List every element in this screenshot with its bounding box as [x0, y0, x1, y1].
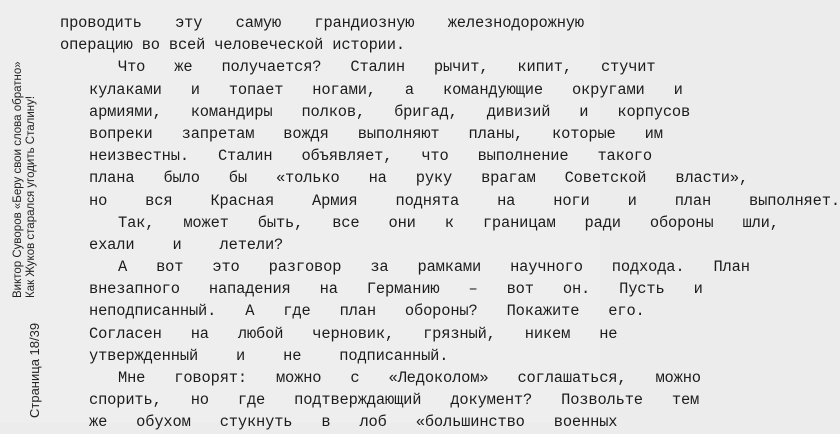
- text-line-content: [60, 300, 645, 322]
- text-line: [60, 300, 645, 322]
- word: самую: [235, 14, 282, 32]
- word: любой: [237, 324, 284, 343]
- word: объявляет,: [301, 147, 393, 166]
- word: Согласен: [89, 324, 162, 343]
- word: армиями,: [89, 102, 162, 121]
- word: границам: [482, 213, 556, 232]
- book-title: Виктор Суворов «Беру свои слова обратно»: [12, 61, 24, 298]
- word: они: [388, 213, 416, 232]
- word: истории.: [332, 36, 405, 55]
- word: А: [245, 302, 255, 321]
- word: и: [190, 80, 200, 99]
- word: черновик,: [312, 324, 395, 343]
- word: всей: [168, 36, 206, 55]
- word: обороны?: [404, 302, 478, 321]
- word: плана: [89, 169, 135, 188]
- word: и: [627, 191, 637, 210]
- word: неподписанный.: [89, 302, 217, 321]
- word: где: [283, 302, 311, 321]
- word: спорить,: [89, 391, 162, 410]
- paragraph: [60, 367, 701, 434]
- word: им: [644, 124, 663, 143]
- word: можно: [275, 369, 322, 387]
- word: Что: [118, 58, 146, 77]
- text-line: [60, 212, 779, 234]
- word: но: [190, 391, 209, 410]
- word: план: [674, 191, 712, 210]
- word: власти»,: [675, 169, 749, 188]
- word: Пусть: [619, 280, 665, 299]
- word: было: [163, 169, 200, 188]
- text-line-content: [60, 56, 656, 78]
- word: во: [141, 36, 160, 55]
- word: же: [89, 413, 108, 432]
- word: на: [368, 169, 387, 188]
- word: грязный,: [423, 324, 496, 343]
- word: выполняют: [357, 124, 440, 143]
- word: командиры: [190, 102, 273, 121]
- word: Сталин: [350, 58, 405, 77]
- word: Покажите: [506, 302, 580, 321]
- word: ноги: [553, 191, 590, 210]
- word: на: [497, 191, 516, 210]
- word: топает: [228, 80, 284, 99]
- book-info: [12, 61, 38, 298]
- word: рамками: [417, 258, 482, 277]
- word: Так,: [118, 213, 155, 232]
- text-line: [60, 367, 701, 389]
- word: все: [332, 213, 360, 232]
- word: военных: [553, 413, 618, 432]
- text-line: [60, 56, 656, 78]
- word: лоб: [359, 413, 387, 432]
- word: и: [673, 80, 683, 99]
- word: план: [339, 302, 376, 321]
- word: нападения: [208, 280, 291, 299]
- paragraph: [60, 12, 584, 56]
- word: с: [350, 369, 360, 387]
- word: врагам: [481, 169, 536, 188]
- word: на: [190, 324, 209, 343]
- word: говорят:: [174, 369, 247, 387]
- text-line-content: [60, 79, 683, 101]
- word: не: [599, 324, 618, 343]
- word: кипит,: [517, 58, 572, 77]
- word: Красная: [210, 191, 275, 210]
- text-line: [60, 190, 840, 212]
- page-margin: [0, 0, 56, 423]
- word: запретам: [181, 124, 255, 143]
- word: можно: [655, 369, 701, 387]
- word: подтверждающий: [294, 391, 422, 410]
- word: внезапного: [89, 280, 180, 299]
- word: научного: [510, 258, 583, 277]
- word: Сталин: [217, 147, 273, 166]
- word: Мне: [118, 369, 146, 387]
- word: рычит,: [433, 58, 489, 77]
- word: планы,: [468, 124, 524, 143]
- word: руку: [415, 169, 453, 188]
- word: и: [579, 102, 589, 121]
- word: разговор: [268, 258, 342, 277]
- word: это: [212, 258, 240, 277]
- text-line-content: [60, 234, 584, 256]
- text-line: [60, 34, 584, 56]
- word: подписанный.: [339, 346, 449, 365]
- word: Армия: [312, 191, 358, 210]
- word: эту: [175, 14, 203, 32]
- word: такого: [597, 147, 652, 166]
- word: вопреки: [89, 124, 153, 143]
- word: вождя: [283, 124, 329, 143]
- word: шли,: [742, 213, 779, 232]
- word: тем: [671, 391, 700, 410]
- page-number: Страница 18/39: [27, 322, 42, 418]
- text-line: [60, 389, 700, 411]
- page-body-text: [60, 12, 840, 434]
- text-line: [60, 411, 618, 433]
- text-line-content: [60, 367, 701, 389]
- word: стучит: [600, 58, 656, 77]
- text-line: [60, 101, 691, 123]
- text-line-content: [60, 278, 703, 300]
- word: никем: [524, 324, 571, 343]
- word: ради: [584, 213, 621, 232]
- word: вот: [156, 258, 184, 277]
- word: неизвестны.: [89, 147, 189, 166]
- word: за: [370, 258, 389, 277]
- text-line-content: [60, 389, 700, 411]
- paragraph: [60, 56, 840, 211]
- text-line-content: [60, 411, 618, 433]
- word: летели?: [219, 235, 284, 254]
- word: в: [321, 413, 331, 432]
- word: ехали: [89, 235, 135, 254]
- word: его.: [608, 302, 645, 321]
- word: вся: [145, 191, 173, 210]
- word: Германию: [366, 280, 440, 299]
- text-line-content: [60, 345, 584, 367]
- text-line: [60, 145, 652, 167]
- word: операцию: [60, 36, 133, 55]
- word: но: [89, 191, 108, 210]
- word: выполняет.: [749, 191, 840, 210]
- text-line-content: [60, 256, 750, 278]
- word: Позвольте: [561, 391, 643, 410]
- word: и: [236, 346, 246, 365]
- word: железнодорожную: [447, 14, 584, 32]
- word: подхода.: [611, 258, 685, 277]
- word: выполнение: [477, 147, 569, 166]
- word: кулаками: [89, 80, 162, 99]
- word: вот: [506, 280, 534, 299]
- word: же: [174, 58, 193, 77]
- word: дивизий: [486, 102, 551, 121]
- word: обухом: [136, 413, 191, 432]
- word: Советской: [564, 169, 647, 188]
- text-line: [60, 278, 703, 300]
- word: поднята: [395, 191, 460, 210]
- word: и: [693, 280, 703, 299]
- word: –: [468, 280, 478, 299]
- word: что: [421, 147, 449, 166]
- word: не: [283, 346, 302, 365]
- text-line-content: [60, 145, 652, 167]
- text-line-content: [60, 167, 749, 189]
- word: где: [237, 391, 266, 410]
- word: «Ледоколом»: [388, 369, 489, 387]
- text-line: [60, 256, 750, 278]
- text-line-content: [60, 101, 691, 123]
- word: получается?: [221, 58, 322, 77]
- text-line: [60, 323, 618, 345]
- text-line-content: [60, 34, 584, 56]
- word: проводить: [60, 14, 142, 32]
- text-line-content: [60, 190, 840, 212]
- word: корпусов: [617, 102, 691, 121]
- word: документ?: [450, 391, 533, 410]
- word: ногами,: [312, 80, 376, 99]
- word: быть,: [257, 213, 304, 232]
- word: а: [404, 80, 414, 99]
- text-line: [60, 79, 683, 101]
- word: округами: [571, 80, 645, 99]
- text-line: [60, 345, 584, 367]
- word: полков,: [301, 102, 366, 121]
- word: бригад,: [394, 102, 458, 121]
- word: стукнуть: [219, 413, 293, 432]
- chapter-title: Как Жуков старался угодить Сталину!: [25, 95, 37, 298]
- word: грандиозную: [314, 14, 415, 32]
- word: «только: [275, 169, 340, 188]
- word: обороны: [649, 213, 714, 232]
- word: командующие: [443, 80, 543, 99]
- paragraph: [60, 212, 779, 256]
- word: может: [183, 213, 229, 232]
- word: А: [118, 258, 128, 277]
- text-line: [60, 167, 749, 189]
- word: «большинство: [415, 413, 525, 432]
- text-line-content: [60, 323, 618, 345]
- text-line: [60, 123, 663, 145]
- text-line-content: [60, 12, 584, 34]
- word: соглашаться,: [517, 369, 627, 387]
- text-line: [60, 234, 584, 256]
- word: на: [319, 280, 338, 299]
- word: утвержденный: [89, 346, 199, 365]
- paragraph: [60, 256, 750, 367]
- word: бы: [228, 169, 247, 188]
- word: которые: [552, 124, 616, 143]
- text-line: [60, 12, 584, 34]
- word: План: [713, 258, 750, 277]
- text-line-content: [60, 212, 779, 234]
- word: к: [444, 213, 454, 232]
- word: человеческой: [214, 36, 324, 55]
- word: и: [172, 235, 182, 254]
- text-line-content: [60, 123, 663, 145]
- word: он.: [562, 280, 591, 299]
